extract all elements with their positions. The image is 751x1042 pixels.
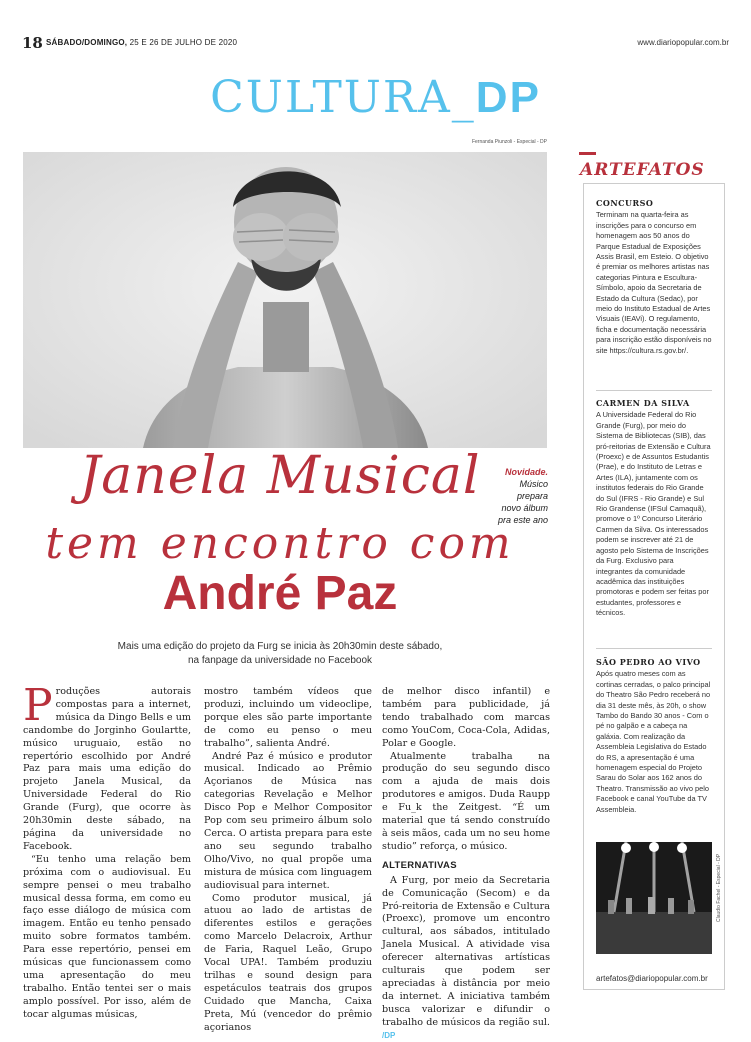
sidebar-accent-bar	[579, 152, 596, 155]
article-paragraph: Atualmente trabalha na produção do seu segundo disco com a ajuda de mais dois produtores e amigos. Duda Raupp e Fu_k the Zeitgest. “É um material que tá sendo construído à seis mãos, cada um no seu home studio” reforça, o músico.	[382, 750, 550, 852]
section-title-part1: CULTURA_	[210, 72, 476, 123]
sidebar-block-text: Após quatro meses com as cortinas cerradas, o palco principal do Theatro São Pedro receberá no dia 31 deste mês, às 20h, o show Tambo do Bando 30 anos - Com o pé no galpão e a cabeça na galáxia. Com realização da Assembleia Legislativa do Estado do RS, a apresentação é uma homenagem especial do Projeto Sarau do Solar aos 162 anos do Theatro. Transmissão ao vivo pelo Facebook e canal YouTube da TV Assembleia.	[596, 669, 711, 814]
sidebar-block-head: SÃO PEDRO AO VIVO	[596, 657, 701, 667]
dateline-date: 25 E 26 DE JULHO DE 2020	[127, 38, 238, 47]
caption-head: Novidade.	[504, 467, 548, 477]
article-column-2	[204, 686, 372, 1034]
sidebar-block-head: CONCURSO	[596, 198, 654, 208]
dateline-day: SÁBADO/DOMINGO,	[46, 38, 128, 47]
sidebar-divider	[596, 648, 712, 649]
sidebar-photo-credit: Claudio Fachel - Especial - DP	[716, 853, 722, 922]
sidebar-block-text: A Universidade Federal do Rio Grande (Furg), por meio do Sistema de Bibliotecas (SIB), das pró-reitorias de Extensão e Cultura (Proexc) e de Assuntos Estudantis (Prae), e do Instituto de Letras e Artes (ILA), juntamente com os institutos federais do Rio Grande do Sul (IFRS - Rio Grande) e Sul Rio Grandense (IFSul Camaquã), promove o 1º Concurso Literário Carmen da Silva. Os interessados podem se inscrever até 21 de agosto pelo Sistema de Inscrições da Furg. Exclusivo para integrantes da comunidade acadêmica das instituições promotoras e podem ser feitas por estudantes, professores e técnicos.	[596, 410, 711, 618]
sidebar-block-text: Terminam na quarta-feira as inscrições para o concurso em homenagem aos 50 anos do Parque Estadual de Exposições Assis Brasil, em Esteio. O objetivo é premiar os melhores artistas nas categorias Pintura e Escultura-Símbolo, apoio da Secretaria de Estado da Cultura (Sedac), por meio do Instituto Estadual de Artes Visuais (IEAVi). O regulamento, ficha e documentação necessária para inscrição estão disponíveis no site https://cultura.rs.gov.br/.	[596, 210, 712, 355]
article-paragraph	[382, 875, 550, 1042]
dateline	[46, 38, 237, 47]
sidebar-photo	[596, 842, 712, 954]
section-title-part2: DP	[475, 73, 541, 122]
sidebar-block-head: CARMEN DA SILVA	[596, 398, 690, 408]
article-subtitle: ALTERNATIVAS	[382, 859, 457, 871]
article-column-3	[382, 686, 550, 1042]
sidebar-title: ARTEFATOS	[580, 160, 705, 180]
man-covering-eyes-illustration	[23, 152, 547, 448]
caption-line: pra este ano	[497, 515, 548, 525]
article-paragraph: mostro também vídeos que produzi, incluindo um videoclipe, porque eles são parte importante de como eu penso o meu trabalho”, salienta André.	[204, 686, 372, 749]
subhead-line2: na fanpage da universidade no Facebook	[187, 655, 373, 666]
photo-credit: Fernanda Piunzoli - Especial - DP	[471, 139, 547, 145]
dropcap: P	[23, 680, 53, 731]
photo-caption	[470, 466, 548, 526]
sidebar-divider	[596, 390, 712, 391]
caption-line: prepara	[516, 491, 548, 501]
headline-line3: André Paz	[162, 567, 398, 620]
concert-stage-illustration	[596, 842, 712, 954]
sidebar-block-carmen	[596, 398, 712, 619]
subhead-line1: Mais uma edição do projeto da Furg se inicia às 20h30min deste sábado,	[117, 641, 443, 652]
sidebar-block-sao-pedro	[596, 657, 712, 815]
article-paragraph-text: roduções autorais compostas para a internet, música da Dingo Bells e um candombe do Jorginho Goulartte, músico uruguaio, estão no repertório escolhido por André Paz para mais uma edição do projeto Janela Musical, da Universidade Federal do Rio Grande (Furg), que ocorre às 20h30min deste sábado, na página da universidade no Facebook.	[23, 686, 191, 852]
article-paragraph: “Eu tenho uma relação bem próxima com o audiovisual. Eu sempre pensei o meu trabalho musical dessa forma, em como eu faço esse diálogo de música com imagem. Então eu tenho pensado muito sobre formatos também. Para esse repertório, pensei em músicas que funcionassem como uma apresentação do meu trabalho. Então tentei ser o mais amplo possível. Por isso, além de tocar algumas músicas,	[23, 853, 191, 1020]
headline-line1: Janela Musical	[79, 446, 481, 506]
end-mark: /DP	[382, 1030, 396, 1040]
subhead	[100, 640, 460, 668]
article-paragraph: Como produtor musical, já atuou ao lado de artistas de diferentes estilos e gerações como Marcelo Delacroix, Arthur de Faria, Raquel Leão, Grupo Vocal UPA!. Também produziu trilhas e sound design para espetáculos teatrais dos grupos Cuidado que Mancha, Caixa Preta, Mú (vencedor do prêmio açorianos	[204, 892, 372, 1033]
caption-line: Músico	[519, 479, 548, 489]
section-title	[0, 72, 751, 123]
caption-line: novo álbum	[501, 503, 548, 513]
page-number: 18	[22, 34, 43, 52]
article-column-1	[23, 680, 191, 1022]
article-paragraph: André Paz é músico e produtor musical. Indicado ao Prêmio Açorianos de Música nas categorias Revelação e Melhor Disco Pop e Melhor Compositor Pop com seu primeiro álbum solo Cerca. O artista prepara para este ano seu segundo trabalho Olho/Vivo, no qual propõe uma mistura de música com linguagem audiovisual para internet.	[204, 750, 372, 891]
site-url[interactable]: www.diariopopular.com.br	[637, 38, 729, 47]
article-paragraph: de melhor disco infantil) e também para publicidade, já tendo trabalhado com marcas como YouCom, Coca-Cola, Adidas, Polar e Google.	[382, 686, 550, 749]
article-paragraph	[23, 680, 191, 854]
sidebar-block-concurso	[596, 198, 712, 356]
article-paragraph-text: A Furg, por meio da Secretaria de Comunicação (Secom) e da Pró-reitoria de Extensão e Cultura (Proexc), promove um encontro cultural, aos sábados, intitulado Janela Musical. A atividade visa oferecer alternativas artísticas culturais que podem ser apreciadas à distância por meio da internet. A iniciativa também busca valorizar e difundir o trabalho de músicos da região sul.	[382, 874, 550, 1028]
headline-line2: tem encontro com	[45, 518, 515, 569]
main-photo	[23, 152, 547, 448]
sidebar-email[interactable]: artefatos@diariopopular.com.br	[596, 974, 708, 983]
